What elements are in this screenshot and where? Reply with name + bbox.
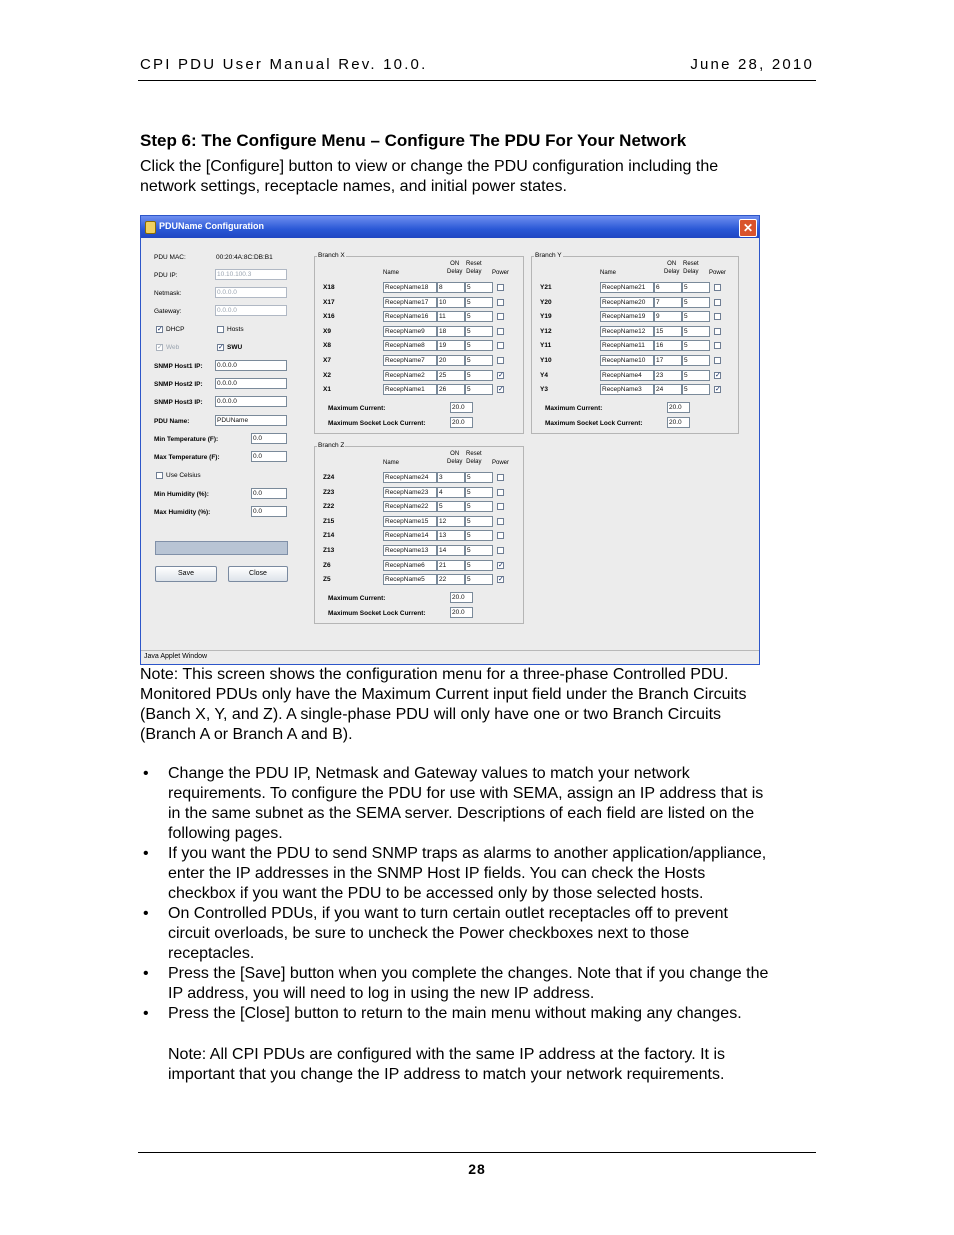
receptacle-id: Z6 <box>323 561 331 569</box>
receptacle-name-field[interactable]: RecepName20 <box>600 297 654 308</box>
column-header-on: ON Delay <box>447 451 463 465</box>
snmp-host2-label: SNMP Host2 IP: <box>154 381 203 388</box>
receptacle-id: Z15 <box>323 517 335 525</box>
min-humidity-field[interactable]: 0.0 <box>251 488 287 499</box>
snmp-host3-field[interactable]: 0.0.0.0 <box>215 396 287 407</box>
reset-delay-field[interactable]: 5 <box>465 501 493 512</box>
reset-delay-field[interactable]: 5 <box>465 340 493 351</box>
receptacle-name-field[interactable]: RecepName9 <box>383 326 437 337</box>
power-checkbox[interactable] <box>497 357 504 364</box>
status-text: Java Applet Window <box>144 653 208 660</box>
on-delay-field[interactable]: 3 <box>437 472 465 483</box>
max-socket-lock-field[interactable]: 20.0 <box>667 417 690 428</box>
bullet-icon: • <box>143 765 149 782</box>
header-date: June 28, 2010 <box>690 56 814 73</box>
reset-delay-field[interactable]: 5 <box>682 370 710 381</box>
max-socket-lock-label: Maximum Socket Lock Current: <box>545 420 643 427</box>
receptacle-id: Y11 <box>540 342 552 350</box>
on-delay-field[interactable]: 15 <box>654 326 682 337</box>
on-delay-field[interactable]: 26 <box>437 384 465 395</box>
on-delay-field[interactable]: 11 <box>437 311 465 322</box>
column-header-reset: Reset Delay <box>466 451 482 465</box>
receptacle-id: X17 <box>323 298 335 306</box>
bullet-icon: • <box>143 965 149 982</box>
max-temp-label: Max Temperature (F): <box>154 454 220 461</box>
note-line: (Branch A or Branch A and B). <box>140 726 353 743</box>
max-temp-field[interactable]: 0.0 <box>251 451 287 462</box>
snmp-host2-field[interactable]: 0.0.0.0 <box>215 378 287 389</box>
receptacle-name-field[interactable]: RecepName10 <box>600 355 654 366</box>
reset-delay-field[interactable]: 5 <box>465 326 493 337</box>
on-delay-field[interactable]: 5 <box>437 501 465 512</box>
instruction-line: Press the [Close] button to return to the main menu without making any changes. <box>168 1005 742 1022</box>
power-checkbox[interactable] <box>497 474 504 481</box>
column-header-power: Power <box>492 460 510 466</box>
receptacle-id: Z13 <box>323 547 335 554</box>
reset-delay-field[interactable]: 5 <box>682 384 710 395</box>
max-current-field[interactable]: 20.0 <box>667 402 690 413</box>
power-checkbox[interactable]: ✓ <box>498 386 504 394</box>
gateway-field[interactable]: 0.0.0.0 <box>215 305 287 316</box>
on-delay-field[interactable]: 18 <box>437 326 465 337</box>
snmp-host1-label: SNMP Host1 IP: <box>154 363 203 370</box>
power-checkbox[interactable] <box>497 547 504 554</box>
section-heading: Step 6: The Configure Menu – Configure The PDU For Your Network <box>140 131 687 150</box>
reset-delay-field[interactable]: 5 <box>465 384 493 395</box>
power-checkbox[interactable] <box>497 328 504 335</box>
branch-y-group <box>531 252 739 434</box>
netmask-field[interactable]: 0.0.0.0 <box>215 287 287 298</box>
receptacle-name-field[interactable]: RecepName15 <box>383 516 437 527</box>
power-checkbox[interactable] <box>714 342 721 349</box>
receptacle-name-field[interactable]: RecepName22 <box>383 501 437 512</box>
bullet-icon: • <box>143 845 149 862</box>
use-celsius-checkbox[interactable] <box>156 472 163 479</box>
instruction-line: receptacles. <box>168 945 255 962</box>
instruction-line: following pages. <box>168 825 283 842</box>
column-header-power: Power <box>709 270 727 276</box>
receptacle-name-field[interactable]: RecepName5 <box>383 574 437 585</box>
reset-delay-field[interactable]: 5 <box>465 487 493 498</box>
on-delay-field[interactable]: 8 <box>437 282 465 293</box>
on-delay-field[interactable]: 14 <box>437 545 465 556</box>
note-paragraph <box>140 665 747 745</box>
receptacle-name-field[interactable]: RecepName7 <box>383 355 437 366</box>
note-line: Monitored PDUs only have the Maximum Current input field under the Branch Circuits <box>140 686 747 703</box>
receptacle-id: Y10 <box>540 357 552 364</box>
max-humidity-field[interactable]: 0.0 <box>251 506 287 517</box>
header-title: CPI PDU User Manual Rev. 10.0. <box>140 56 428 73</box>
receptacle-id: Z14 <box>323 532 335 540</box>
reset-delay-field[interactable]: 5 <box>465 560 493 571</box>
gateway-label: Gateway: <box>154 308 182 315</box>
hosts-checkbox[interactable] <box>217 326 224 333</box>
reset-delay-field[interactable]: 5 <box>465 370 493 381</box>
swu-checkbox[interactable]: ✓ <box>218 344 224 351</box>
window-titlebar <box>141 216 759 238</box>
receptacle-id: Y3 <box>540 386 548 394</box>
reset-delay-field[interactable]: 5 <box>465 530 493 541</box>
reset-delay-field[interactable]: 5 <box>682 326 710 337</box>
on-delay-field[interactable]: 25 <box>437 370 465 381</box>
on-delay-field[interactable]: 13 <box>437 530 465 541</box>
column-header-on: ON Delay <box>664 261 680 275</box>
on-delay-field[interactable]: 9 <box>654 311 682 322</box>
receptacle-id: Y12 <box>540 327 552 335</box>
on-delay-field[interactable]: 16 <box>654 340 682 351</box>
max-current-label: Maximum Current: <box>328 405 386 412</box>
instruction-line: Press the [Save] button when you complete the changes. Note that if you change the <box>168 965 769 982</box>
instruction-item <box>140 1004 820 1024</box>
instruction-line: in the same subnet as the SEMA server. Descriptions of each field are listed on the <box>168 805 755 822</box>
receptacle-name-field[interactable]: RecepName13 <box>383 545 437 556</box>
power-checkbox[interactable] <box>497 342 504 349</box>
reset-delay-field[interactable]: 5 <box>682 311 710 322</box>
max-socket-lock-label: Maximum Socket Lock Current: <box>328 420 426 427</box>
power-checkbox[interactable] <box>497 503 504 510</box>
java-icon <box>145 221 156 234</box>
instruction-item <box>140 904 820 964</box>
max-socket-lock-field[interactable]: 20.0 <box>450 607 473 618</box>
pdu-mac-value: 00:20:4A:8C:DB:B1 <box>216 254 273 261</box>
bullet-icon: • <box>143 1005 149 1022</box>
dhcp-checkbox[interactable]: ✓ <box>157 326 163 333</box>
power-checkbox[interactable] <box>497 313 504 320</box>
pdu-name-label: PDU Name: <box>154 418 190 425</box>
receptacle-id: Y20 <box>540 298 552 306</box>
hosts-label: Hosts <box>227 326 244 333</box>
receptacle-name-field[interactable]: RecepName23 <box>383 487 437 498</box>
instruction-line: enter the IP addresses in the SNMP Host IP fields. You can check the Hosts <box>168 865 706 882</box>
receptacle-name-field[interactable]: RecepName11 <box>600 340 654 351</box>
power-checkbox[interactable] <box>497 518 504 525</box>
reset-delay-field[interactable]: 5 <box>682 297 710 308</box>
factory-note-line: important that you change the IP address to match your network requirements. <box>168 1066 725 1083</box>
receptacle-name-field[interactable]: RecepName18 <box>383 282 437 293</box>
use-celsius-label: Use Celsius <box>166 472 201 479</box>
power-checkbox[interactable] <box>714 328 721 335</box>
on-delay-field[interactable]: 19 <box>437 340 465 351</box>
note-line: (Banch X, Y, and Z). A single-phase PDU will only have one or two Branch Circuits <box>140 706 722 723</box>
receptacle-name-field[interactable]: RecepName12 <box>600 326 654 337</box>
on-delay-field[interactable]: 10 <box>437 297 465 308</box>
power-checkbox[interactable] <box>497 299 504 306</box>
receptacle-id: Z23 <box>323 488 335 496</box>
reset-delay-field[interactable]: 5 <box>682 340 710 351</box>
max-current-field[interactable]: 20.0 <box>450 592 473 603</box>
receptacle-id: X1 <box>323 386 331 394</box>
receptacle-id: Y4 <box>540 371 548 379</box>
power-checkbox[interactable] <box>714 313 721 320</box>
branch-z-group <box>314 442 524 624</box>
max-current-field[interactable]: 20.0 <box>450 402 473 413</box>
reset-delay-field[interactable]: 5 <box>682 282 710 293</box>
instruction-item <box>140 964 820 1004</box>
receptacle-id: X2 <box>323 371 331 379</box>
instruction-line: If you want the PDU to send SNMP traps as alarms to another application/appliance, <box>168 845 767 862</box>
reset-delay-field[interactable]: 5 <box>465 574 493 585</box>
on-delay-field[interactable]: 17 <box>654 355 682 366</box>
reset-delay-field[interactable]: 5 <box>465 355 493 366</box>
reset-delay-field[interactable]: 5 <box>465 516 493 527</box>
receptacle-id: X9 <box>323 327 331 335</box>
power-checkbox[interactable]: ✓ <box>498 576 504 584</box>
receptacle-name-field[interactable]: RecepName2 <box>383 370 437 381</box>
instruction-line: Change the PDU IP, Netmask and Gateway values to match your network <box>168 765 690 782</box>
branch-title: Branch Y <box>535 252 562 259</box>
receptacle-name-field[interactable]: RecepName8 <box>383 340 437 351</box>
max-current-label: Maximum Current: <box>545 405 603 412</box>
save-button[interactable]: Save <box>155 566 217 582</box>
bullet-icon: • <box>143 905 149 922</box>
receptacle-id: X8 <box>323 342 331 350</box>
column-header-name: Name <box>383 270 400 276</box>
factory-note <box>168 1045 725 1085</box>
window-close-button[interactable]: ✕ <box>739 219 757 237</box>
on-delay-field[interactable]: 21 <box>437 560 465 571</box>
dhcp-label: DHCP <box>166 326 185 333</box>
progress-bar <box>155 541 288 555</box>
receptacle-name-field[interactable]: RecepName16 <box>383 311 437 322</box>
receptacle-name-field[interactable]: RecepName3 <box>600 384 654 395</box>
min-temp-label: Min Temperature (F): <box>154 436 219 443</box>
min-humidity-label: Min Humidity (%): <box>154 491 209 498</box>
instruction-line: requirements. To configure the PDU for use with SEMA, assign an IP address that is <box>168 785 764 802</box>
intro-paragraph <box>140 157 718 197</box>
window-title: PDUName Configuration <box>159 221 265 231</box>
power-checkbox[interactable] <box>714 299 721 306</box>
receptacle-id: Z5 <box>323 576 331 584</box>
intro-line: Click the [Configure] button to view or change the PDU configuration including the <box>140 158 719 175</box>
receptacle-id: Z22 <box>323 503 335 511</box>
receptacle-name-field[interactable]: RecepName24 <box>383 472 437 483</box>
on-delay-field[interactable]: 6 <box>654 282 682 293</box>
receptacle-id: Y21 <box>540 284 552 291</box>
receptacle-name-field[interactable]: RecepName4 <box>600 370 654 381</box>
close-button[interactable]: Close <box>228 566 288 582</box>
column-header-on: ON Delay <box>447 261 463 275</box>
power-checkbox[interactable] <box>497 284 504 291</box>
on-delay-field[interactable]: 4 <box>437 487 465 498</box>
receptacle-id: Y19 <box>540 313 552 321</box>
receptacle-id: X18 <box>323 284 335 291</box>
snmp-host1-field[interactable]: 0.0.0.0 <box>215 360 287 371</box>
instruction-line: checkbox if you want the PDU to be accessed only by those selected hosts. <box>168 885 704 902</box>
power-checkbox[interactable]: ✓ <box>715 386 721 394</box>
reset-delay-field[interactable]: 5 <box>465 311 493 322</box>
web-checkbox[interactable]: ✓ <box>157 344 163 351</box>
column-header-name: Name <box>383 460 400 466</box>
column-header-power: Power <box>492 270 510 276</box>
receptacle-name-field[interactable]: RecepName19 <box>600 311 654 322</box>
reset-delay-field[interactable]: 5 <box>682 355 710 366</box>
instruction-line: IP address, you will need to log in using the new IP address. <box>168 985 595 1002</box>
column-header-reset: Reset Delay <box>683 261 699 275</box>
receptacle-name-field[interactable]: RecepName6 <box>383 560 437 571</box>
column-header-name: Name <box>600 270 617 276</box>
power-checkbox[interactable] <box>714 284 721 291</box>
page-number: 28 <box>468 1161 486 1177</box>
reset-delay-field[interactable]: 5 <box>465 282 493 293</box>
pdu-mac-label: PDU MAC: <box>154 254 186 261</box>
max-current-label: Maximum Current: <box>328 595 386 602</box>
web-label: Web <box>166 344 180 351</box>
swu-label: SWU <box>227 344 243 351</box>
receptacle-id: X7 <box>323 357 331 364</box>
pdu-name-field[interactable]: PDUName <box>215 415 287 426</box>
power-checkbox[interactable]: ✓ <box>715 371 721 379</box>
receptacle-id: X16 <box>323 313 335 321</box>
note-line: Note: This screen shows the configuration menu for a three-phase Controlled PDU. <box>140 666 729 683</box>
max-socket-lock-label: Maximum Socket Lock Current: <box>328 610 426 617</box>
instruction-item <box>140 844 820 904</box>
receptacle-name-field[interactable]: RecepName1 <box>383 384 437 395</box>
min-temp-field[interactable]: 0.0 <box>251 433 287 444</box>
power-checkbox[interactable] <box>497 489 504 496</box>
power-checkbox[interactable]: ✓ <box>498 561 504 569</box>
on-delay-field[interactable]: 20 <box>437 355 465 366</box>
netmask-label: Netmask: <box>154 290 182 297</box>
pdu-ip-label: PDU IP: <box>154 272 178 279</box>
power-checkbox[interactable] <box>497 532 504 539</box>
receptacle-name-field[interactable]: RecepName21 <box>600 282 654 293</box>
reset-delay-field[interactable]: 5 <box>465 545 493 556</box>
intro-line: network settings, receptacle names, and initial power states. <box>140 178 567 195</box>
instruction-line: circuit overloads, be sure to uncheck the Power checkboxes next to those <box>168 925 690 942</box>
on-delay-field[interactable]: 7 <box>654 297 682 308</box>
on-delay-field[interactable]: 23 <box>654 370 682 381</box>
receptacle-name-field[interactable]: RecepName14 <box>383 530 437 541</box>
snmp-host3-label: SNMP Host3 IP: <box>154 399 203 406</box>
branch-x-group <box>314 252 524 434</box>
receptacle-id: Z24 <box>323 474 335 481</box>
on-delay-field[interactable]: 24 <box>654 384 682 395</box>
max-socket-lock-field[interactable]: 20.0 <box>450 417 473 428</box>
on-delay-field[interactable]: 12 <box>437 516 465 527</box>
branch-title: Branch Z <box>318 442 345 449</box>
receptacle-name-field[interactable]: RecepName17 <box>383 297 437 308</box>
power-checkbox[interactable]: ✓ <box>498 371 504 379</box>
on-delay-field[interactable]: 22 <box>437 574 465 585</box>
max-humidity-label: Max Humidity (%): <box>154 509 211 516</box>
branch-title: Branch X <box>318 252 345 259</box>
configuration-window <box>140 215 760 665</box>
reset-delay-field[interactable]: 5 <box>465 297 493 308</box>
column-header-reset: Reset Delay <box>466 261 482 275</box>
pdu-ip-field[interactable]: 10.10.100.3 <box>215 269 287 280</box>
status-bar <box>141 650 759 664</box>
instruction-line: On Controlled PDUs, if you want to turn certain outlet receptacles off to prevent <box>168 905 728 922</box>
instruction-list <box>140 764 820 1024</box>
footer-rule <box>138 1152 816 1153</box>
factory-note-line: Note: All CPI PDUs are configured with the same IP address at the factory. It is <box>168 1046 725 1063</box>
reset-delay-field[interactable]: 5 <box>465 472 493 483</box>
header-rule <box>138 80 816 81</box>
power-checkbox[interactable] <box>714 357 721 364</box>
instruction-item <box>140 764 820 844</box>
